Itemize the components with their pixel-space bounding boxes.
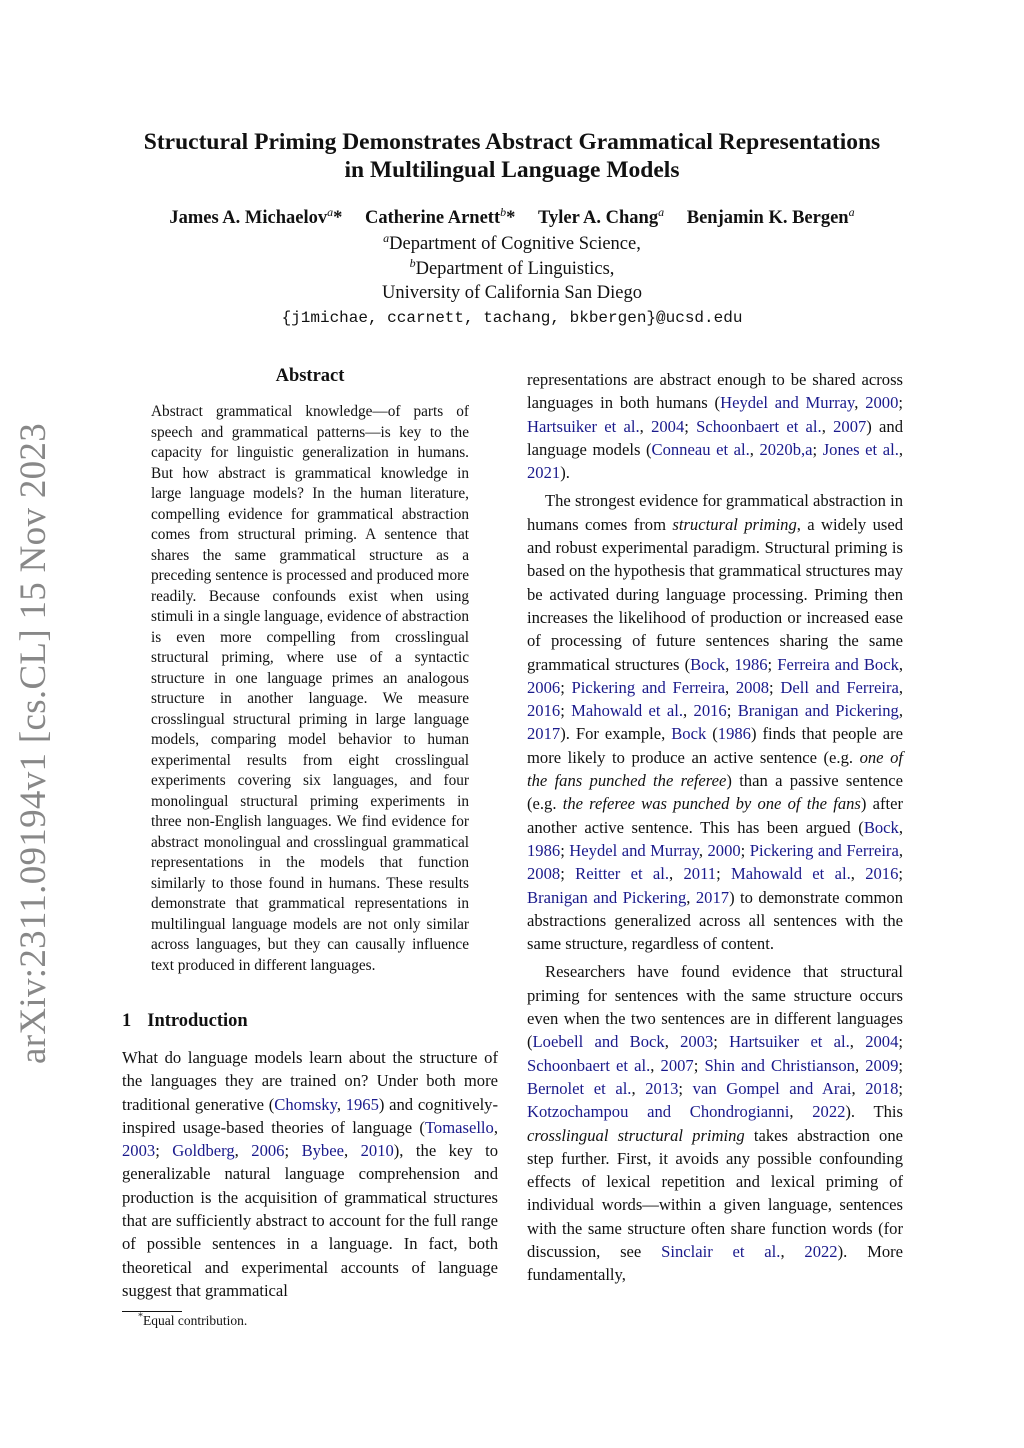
citation-link[interactable]: 2008 <box>735 677 770 697</box>
body-paragraph: representations are abstract enough to be shared across languages in both humans (Heydel and Murray, 2000; Hartsuiker et al., 2004; Schoonbaert et al., 2007) and language models (Conneau et al., 2020b,a; Jones et al., 2021). <box>527 370 904 483</box>
citation-link[interactable]: 2013 <box>645 1078 679 1098</box>
citation-link[interactable]: 2017 <box>527 724 561 744</box>
arxiv-stamp: arXiv:2311.09194v1 [cs.CL] 15 Nov 2023 <box>13 422 54 1064</box>
citation-link[interactable]: Bock <box>863 817 899 837</box>
citation-link[interactable]: 2016 <box>865 864 899 884</box>
citation-link[interactable]: 2007 <box>833 416 867 436</box>
citation-link[interactable]: 2017 <box>695 887 730 907</box>
citation-link[interactable]: 1986 <box>717 724 751 744</box>
citation-link[interactable]: Hartsuiker et al. <box>527 416 640 436</box>
citation-link[interactable]: 2016 <box>527 701 561 721</box>
citation-link[interactable]: 1965 <box>345 1094 379 1114</box>
citation-link[interactable]: Bock <box>690 654 726 674</box>
citation-link[interactable]: Conneau et al. <box>651 439 750 459</box>
citation-link[interactable]: van Gompel and Arai <box>692 1078 852 1098</box>
paper-title <box>110 128 914 184</box>
affiliation-a: $^a$Department of Cognitive Science, <box>383 230 641 254</box>
footnote-rule <box>122 1311 182 1312</box>
author-list <box>110 206 914 230</box>
abstract-heading: Abstract <box>275 366 345 386</box>
affiliations <box>110 232 914 330</box>
citation-link[interactable]: 2006 <box>251 1141 285 1161</box>
citation-link[interactable]: Sinclair et al. <box>661 1241 781 1261</box>
left-column-body <box>122 1046 498 1302</box>
body-paragraph: The strongest evidence for grammatical abstraction in humans comes from structural priming, a widely used and robust experimental paradigm. Structural priming is based on the hypothesis that grammatical structures may be activated during language processing. Priming then increases the likelihood of production or increased ease of processing of future sentences sharing the same grammatical structures (Bock, 1986; Ferreira and Bock, 2006; Pickering and Ferreira, 2008; Dell and Ferreira, 2016; Mahowald et al., 2016; Branigan and Pickering, 2017). For example, Bock (1986) finds that people are more likely to produce an active sentence (e.g. one of the fans punched the referee) than a passive sentence (e.g. the referee was punched by one of the fans) after another active sentence. This has been argued (Bock, 1986; Heydel and Murray, 2000; Pickering and Ferreira, 2008; Reitter et al., 2011; Mahowald et al., 2016; Branigan and Pickering, 2017) to demonstrate common abstractions generalized across all sentences with the same structure, regardless of content. <box>527 491 904 954</box>
emphasis: structural priming <box>672 514 797 534</box>
citation-link[interactable]: Pickering and Ferreira <box>749 840 899 860</box>
citation-link[interactable]: Reitter et al. <box>575 864 670 884</box>
citation-link[interactable]: Loebell and Bock <box>532 1032 665 1052</box>
intro-paragraph: What do language models learn about the structure of the languages they are trained on? Under both more traditional generative (Chomsky, 1965) and cognitively-inspired usage-based theories of language (Tomasello, 2003; Goldberg, 2006; Bybee, 2010), the key to generalizable natural language comprehension and production is the acquisition of grammatical structures that are sufficiently abstract to account for the full range of possible sentences in a language. In fact, both theoretical and experimental accounts of language suggest that grammatical <box>122 1048 499 1300</box>
author: Catherine Arnett$^b$* <box>365 204 516 228</box>
right-column-body <box>527 368 903 1287</box>
citation-link[interactable]: Branigan and Pickering <box>737 701 899 721</box>
citation-link[interactable]: Tomasello <box>424 1117 494 1137</box>
citation-link[interactable]: Goldberg <box>172 1141 235 1161</box>
citation-link[interactable]: 2020b,a <box>759 439 813 459</box>
citation-link[interactable]: 2000 <box>865 393 899 413</box>
citation-link[interactable]: Bybee <box>301 1141 344 1161</box>
citation-link[interactable]: 2004 <box>865 1032 899 1052</box>
section-heading-introduction: 1 Introduction <box>122 1011 248 1031</box>
citation-link[interactable]: 2021 <box>527 463 561 483</box>
citation-link[interactable]: 2003 <box>680 1032 714 1052</box>
emphasis: the referee was punched by one of the fans <box>562 794 861 814</box>
citation-link[interactable]: Jones et al. <box>822 439 899 459</box>
citation-link[interactable]: 2004 <box>651 416 685 436</box>
abstract-body: Abstract grammatical knowledge—of parts of speech and grammatical patterns—is key to the capacity for linguistic generalization in humans. But how abstract is grammatical knowledge in large language models? In the human literature, compelling evidence for grammatical abstraction comes from structural priming. A sentence that shares the same grammatical structure as a preceding sentence is processed and produced more readily. Because confounds exist when using stimuli in a single language, evidence of abstraction is even more compelling from crosslingual structural priming, where use of a syntactic structure in one language primes an analogous structure in another language. We measure crosslingual structural priming in large language models, comparing model behavior to human experimental results from eight crosslingual experiments covering six languages, and four monolingual structural priming experiments in three non-English languages. We find evidence for abstract monolingual and crosslingual grammatical representations in the models that function similarly to those found in humans. These results demonstrate that grammatical representations in multilingual language models are not only similar across languages, but they can causally influence text produced in different languages. <box>151 403 469 974</box>
citation-link[interactable]: 2011 <box>683 864 717 884</box>
citation-link[interactable]: 2006 <box>527 677 561 697</box>
citation-link[interactable]: Heydel and Murray <box>720 393 855 413</box>
author: James A. Michaelov$^a$* <box>169 204 343 228</box>
citation-link[interactable]: 2018 <box>865 1078 899 1098</box>
body-paragraph: Researchers have found evidence that structural priming for sentences with the same structure occurs even when the two sentences are in different languages (Loebell and Bock, 2003; Hartsuiker et al., 2004; Schoonbaert et al., 2007; Shin and Christianson, 2009; Bernolet et al., 2013; van Gompel and Arai, 2018; Kotzochampou and Chondrogianni, 2022). This crosslingual structural priming takes abstraction one step further. First, it avoids any possible confounding effects of lexical repetition and lexical priming of individual words—within a given language, sentences with the same structure often share function words (for discussion, see Sinclair et al., 2022). More fundamentally, <box>527 962 904 1285</box>
citation-link[interactable]: 2008 <box>527 864 561 884</box>
citation-link[interactable]: Branigan and Pickering <box>527 887 687 907</box>
citation-link[interactable]: Mahowald et al. <box>731 864 851 884</box>
citation-link[interactable]: Ferreira and Bock <box>777 654 899 674</box>
citation-link[interactable]: Mahowald et al. <box>571 701 683 721</box>
title-line-2: in Multilingual Language Models <box>344 157 680 183</box>
citation-link[interactable]: 2016 <box>693 701 727 721</box>
author-emails[interactable]: {j1michae, ccarnett, tachang, bkbergen}@ucsd.edu <box>281 308 743 327</box>
citation-link[interactable]: 2009 <box>865 1055 899 1075</box>
author: Tyler A. Chang$^a$ <box>538 204 665 228</box>
citation-link[interactable]: 2010 <box>360 1141 394 1161</box>
citation-link[interactable]: Bock <box>671 724 707 744</box>
author: Benjamin K. Bergen$^a$ <box>686 204 855 228</box>
emphasis: one of the fans punched the referee <box>527 747 904 791</box>
citation-link[interactable]: Bernolet et al. <box>527 1078 632 1098</box>
citation-link[interactable]: Chomsky <box>274 1094 337 1114</box>
citation-link[interactable]: Heydel and Murray <box>569 840 699 860</box>
university: University of California San Diego <box>382 283 642 303</box>
citation-link[interactable]: 2022 <box>804 1241 838 1261</box>
citation-link[interactable]: Kotzochampou and Chondrogianni <box>527 1102 790 1122</box>
citation-link[interactable]: 2007 <box>660 1055 694 1075</box>
emphasis: crosslingual structural priming <box>527 1125 745 1145</box>
citation-link[interactable]: Hartsuiker et al. <box>729 1032 850 1052</box>
citation-link[interactable]: Schoonbaert et al. <box>696 416 822 436</box>
citation-link[interactable]: Pickering and Ferreira <box>571 677 725 697</box>
citation-link[interactable]: 1986 <box>527 840 561 860</box>
citation-link[interactable]: Shin and Christianson <box>704 1055 855 1075</box>
citation-link[interactable]: Dell and Ferreira <box>780 677 899 697</box>
citation-link[interactable]: 1986 <box>734 654 768 674</box>
title-line-1: Structural Priming Demonstrates Abstract Grammatical Representations <box>143 129 881 155</box>
citation-link[interactable]: Schoonbaert et al. <box>527 1055 651 1075</box>
footnote: *Equal contribution. <box>138 1311 248 1328</box>
affiliation-b: $^b$Department of Linguistics, <box>409 255 615 279</box>
citation-link[interactable]: 2000 <box>707 840 741 860</box>
citation-link[interactable]: 2022 <box>812 1102 846 1122</box>
citation-link[interactable]: 2003 <box>122 1141 156 1161</box>
